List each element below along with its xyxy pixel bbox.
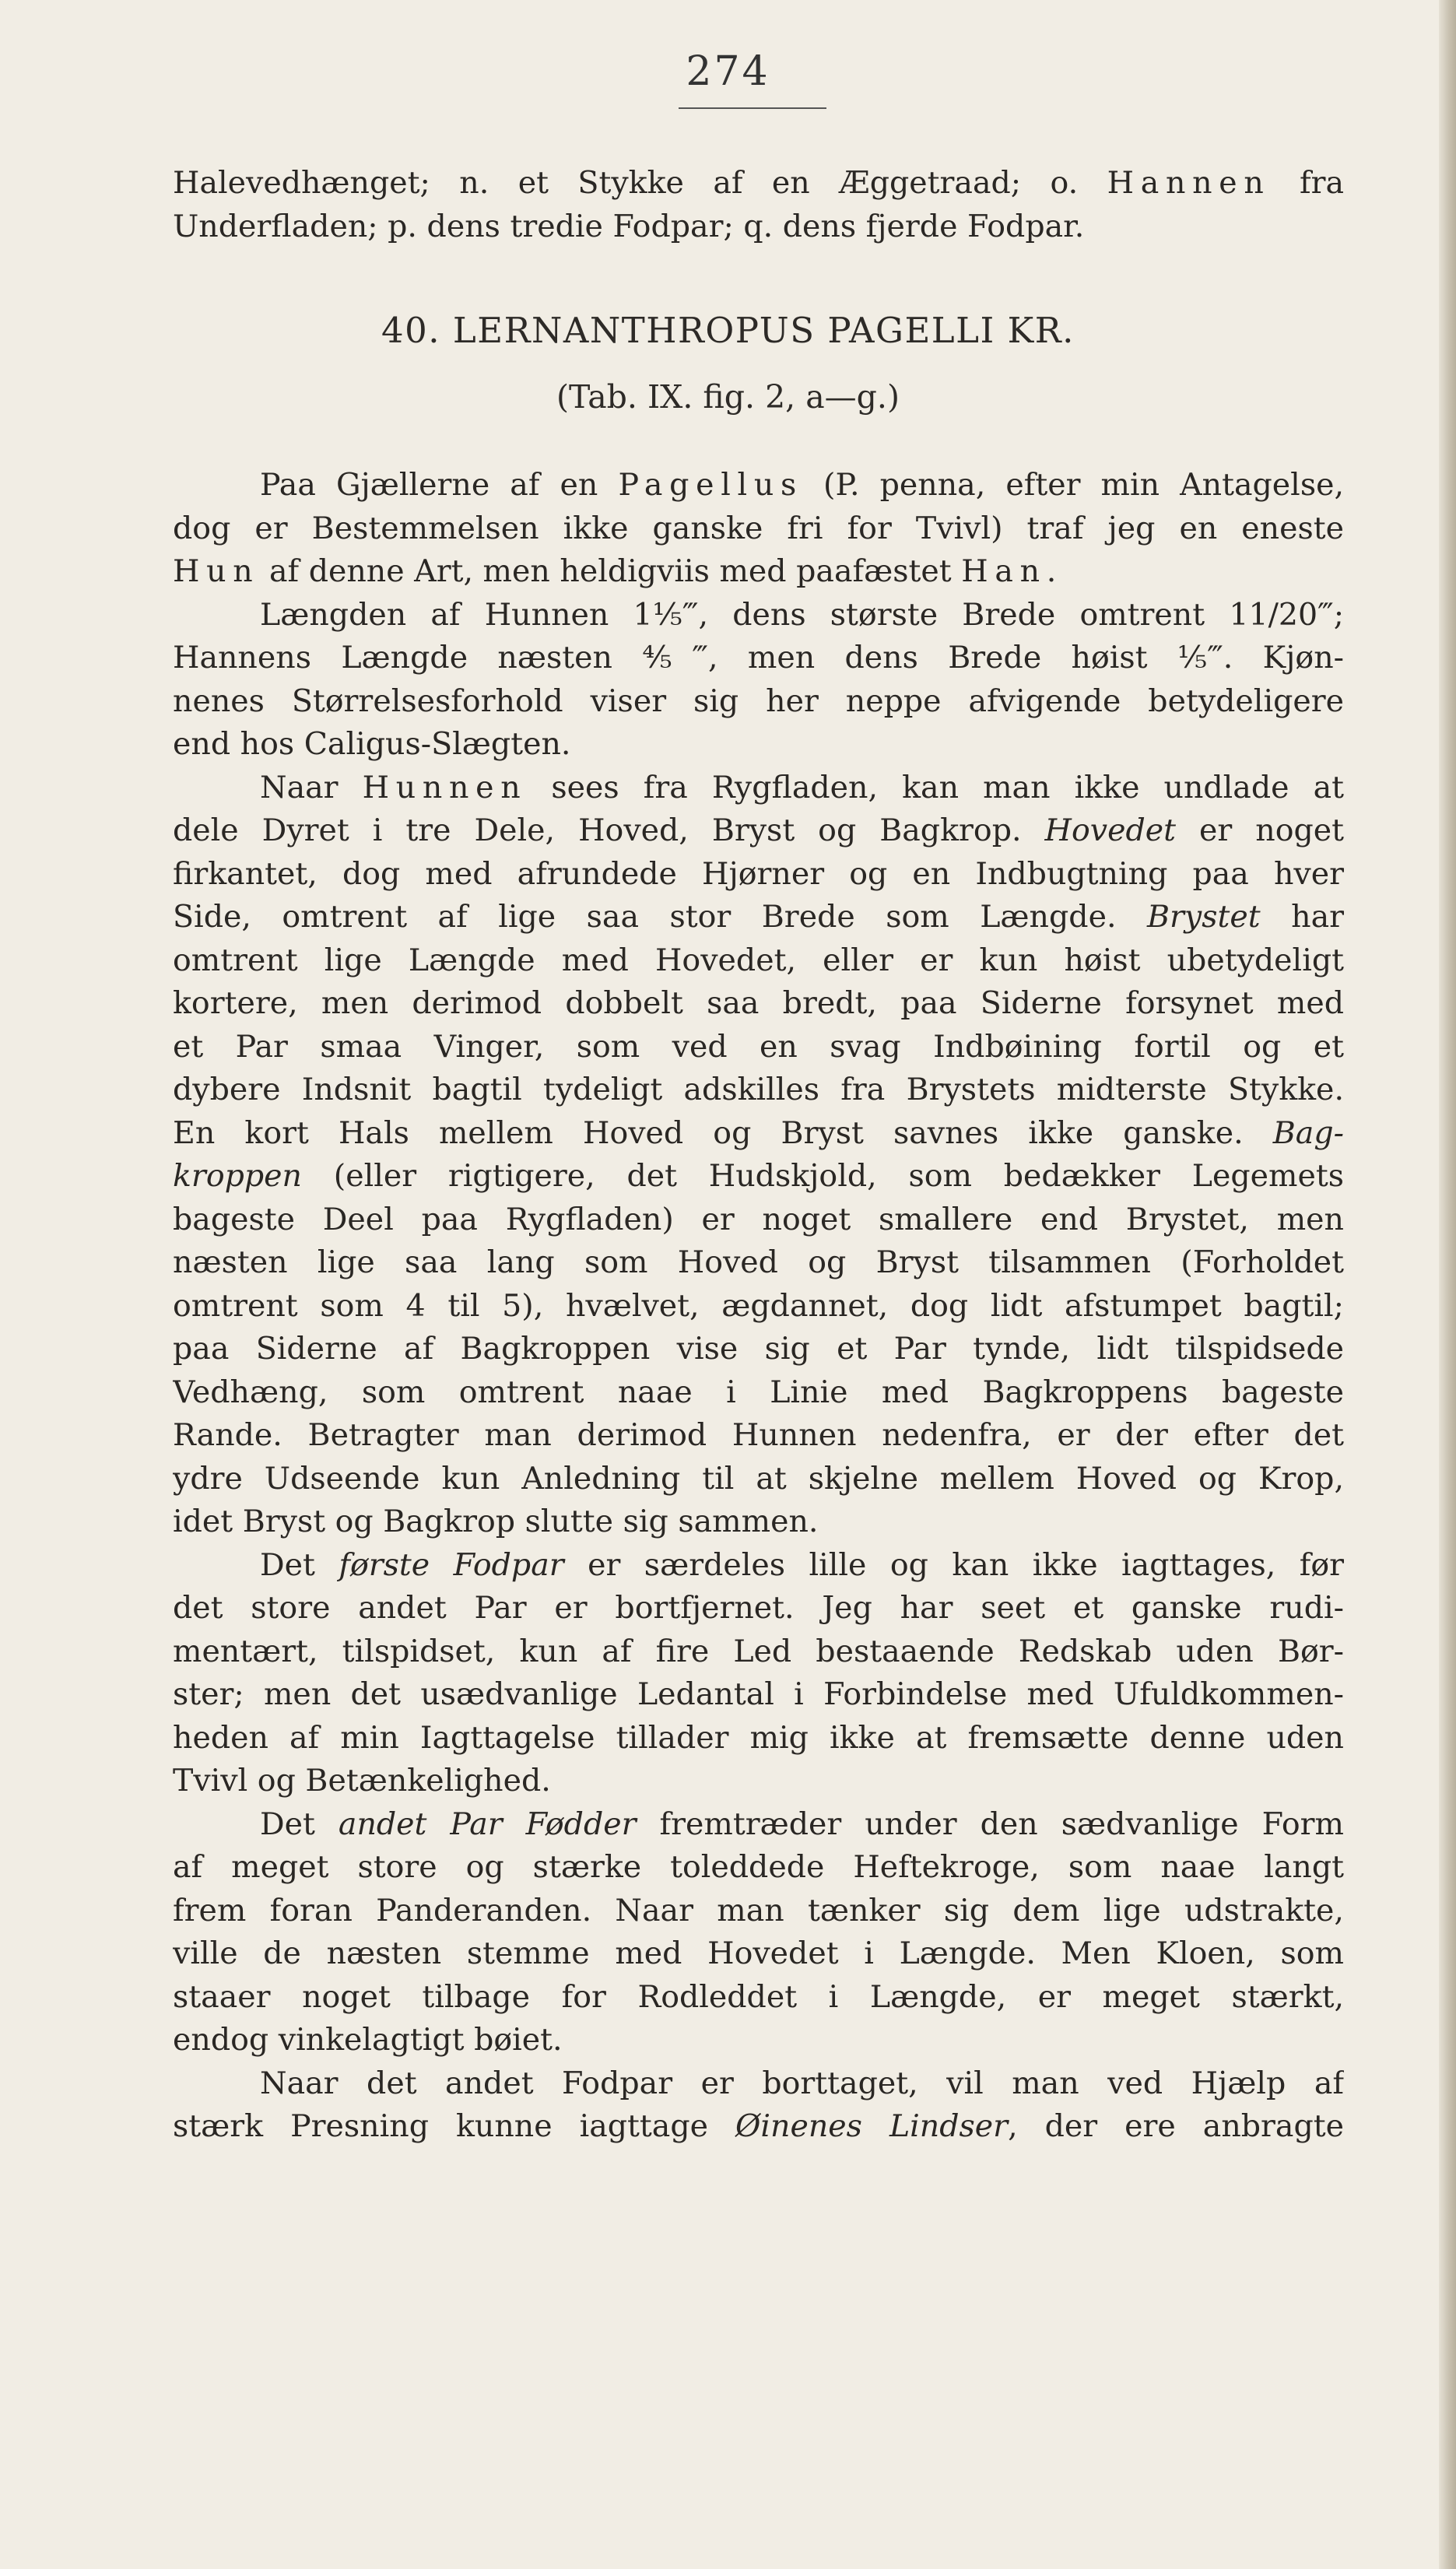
text-line: Paa Gjællerne af en Pagellus (P. penna, efter min Antagelse, — [260, 467, 1344, 503]
text-line: idet Bryst og Bagkrop slutte sig sammen. — [173, 1504, 819, 1539]
text-line: kroppen (eller rigtigere, det Hudskjold, som bedækker Legemets — [173, 1158, 1344, 1194]
text-line: omtrent som 4 til 5), hvælvet, ægdannet, dog lidt afstumpet bagtil; — [173, 1287, 1344, 1324]
text-line: Det andet Par Fødder fremtræder under den sædvanlige Form — [260, 1806, 1344, 1842]
text-line: Hannens Længde næsten ⅘‴, men dens Brede høist ⅕‴. Kjøn- — [173, 640, 1344, 676]
text-line: stærk Presning kunne iagttage Øinenes Lindser, der ere anbragte — [173, 2108, 1344, 2144]
text-line: kortere, men derimod dobbelt saa bredt, paa Siderne forsynet med — [173, 985, 1344, 1021]
text-line: af meget store og stærke toleddede Heftekroge, som naae langt — [173, 1849, 1344, 1885]
text-line: ster; men det usædvanlige Ledantal i Forbindelse med Ufuldkommen- — [173, 1676, 1344, 1712]
text-line: ville de næsten stemme med Hovedet i Længde. Men Kloen, som — [173, 1936, 1344, 1971]
text-line: Vedhæng, som omtrent naae i Linie med Bagkroppens bageste — [173, 1374, 1344, 1410]
text-line: frem foran Panderanden. Naar man tænker sig dem lige udstrakte, — [173, 1892, 1344, 1929]
text-line: Naar Hunnen sees fra Rygfladen, kan man ikke undlade at — [260, 769, 1344, 805]
text-line: det store andet Par er bortfjernet. Jeg har seet et ganske rudi- — [173, 1590, 1344, 1626]
text-line: nenes Størrelsesforhold viser sig her neppe afvigende betydeligere — [173, 683, 1344, 719]
text-line: Underfladen; p. dens tredie Fodpar; q. dens fjerde Fodpar. — [173, 208, 1085, 244]
text-line: næsten lige saa lang som Hoved og Bryst tilsammen (Forholdet — [173, 1244, 1344, 1280]
text-line: staaer noget tilbage for Rodleddet i Længde, er meget stærkt, — [173, 1978, 1344, 2015]
page-number: 274 — [686, 48, 770, 95]
text-line: omtrent lige Længde med Hovedet, eller er kun høist ubetydeligt — [173, 942, 1344, 978]
text-line: Længden af Hunnen 1⅕‴, dens største Brede omtrent 11/20‴; — [260, 596, 1344, 633]
text-line: endog vinkelagtigt bøiet. — [173, 2022, 563, 2058]
text-line: end hos Caligus-Slægten. — [173, 726, 571, 762]
text-line: heden af min Iagttagelse tillader mig ikke at fremsætte denne uden — [173, 1719, 1344, 1756]
text-line: Tvivl og Betænkelighed. — [173, 1763, 551, 1799]
text-line: Side, omtrent af lige saa stor Brede som Længde. Brystet har — [173, 899, 1344, 935]
text-line: Halevedhænget; n. et Stykke af en Æggetraad; o. Hannen fra — [173, 165, 1344, 201]
plate-reference: (Tab. IX. fig. 2, a—g.) — [556, 378, 900, 416]
text-line: dog er Bestemmelsen ikke ganske fri for Tvivl) traf jeg en eneste — [173, 510, 1344, 546]
top-paragraph — [173, 162, 1344, 248]
section-title: 40. LERNANTHROPUS PAGELLI KR. — [381, 310, 1075, 351]
text-line: mentært, tilspidset, kun af fire Led bestaaende Redskab uden Bør- — [173, 1633, 1344, 1669]
text-line: Rande. Betragter man derimod Hunnen nedenfra, er der efter det — [173, 1417, 1344, 1453]
text-line: dybere Indsnit bagtil tydeligt adskilles fra Brystets midterste Stykke. — [173, 1072, 1344, 1107]
text-line: En kort Hals mellem Hoved og Bryst savnes ikke ganske. Bag- — [173, 1114, 1344, 1151]
body-text — [173, 464, 1344, 2149]
text-line: firkantet, dog med afrundede Hjørner og en Indbugtning paa hver — [173, 855, 1344, 892]
text-line: Det første Fodpar er særdeles lille og kan ikke iagttages, før — [260, 1546, 1344, 1583]
text-line: ydre Udseende kun Anledning til at skjelne mellem Hoved og Krop, — [173, 1460, 1344, 1497]
text-line: bageste Deel paa Rygfladen) er noget smallere end Brystet, men — [173, 1201, 1344, 1237]
text-line: Hun af denne Art, men heldigviis med paafæstet Han. — [173, 553, 1057, 589]
text-line: paa Siderne af Bagkroppen vise sig et Par tynde, lidt tilspidsede — [173, 1331, 1344, 1367]
text-line: et Par smaa Vinger, som ved en svag Indbøining fortil og et — [173, 1028, 1344, 1065]
page-number-rule — [679, 107, 826, 109]
text-line: Naar det andet Fodpar er borttaget, vil man ved Hjælp af — [260, 2065, 1344, 2101]
text-line: dele Dyret i tre Dele, Hoved, Bryst og Bagkrop. Hovedet er noget — [173, 812, 1344, 848]
